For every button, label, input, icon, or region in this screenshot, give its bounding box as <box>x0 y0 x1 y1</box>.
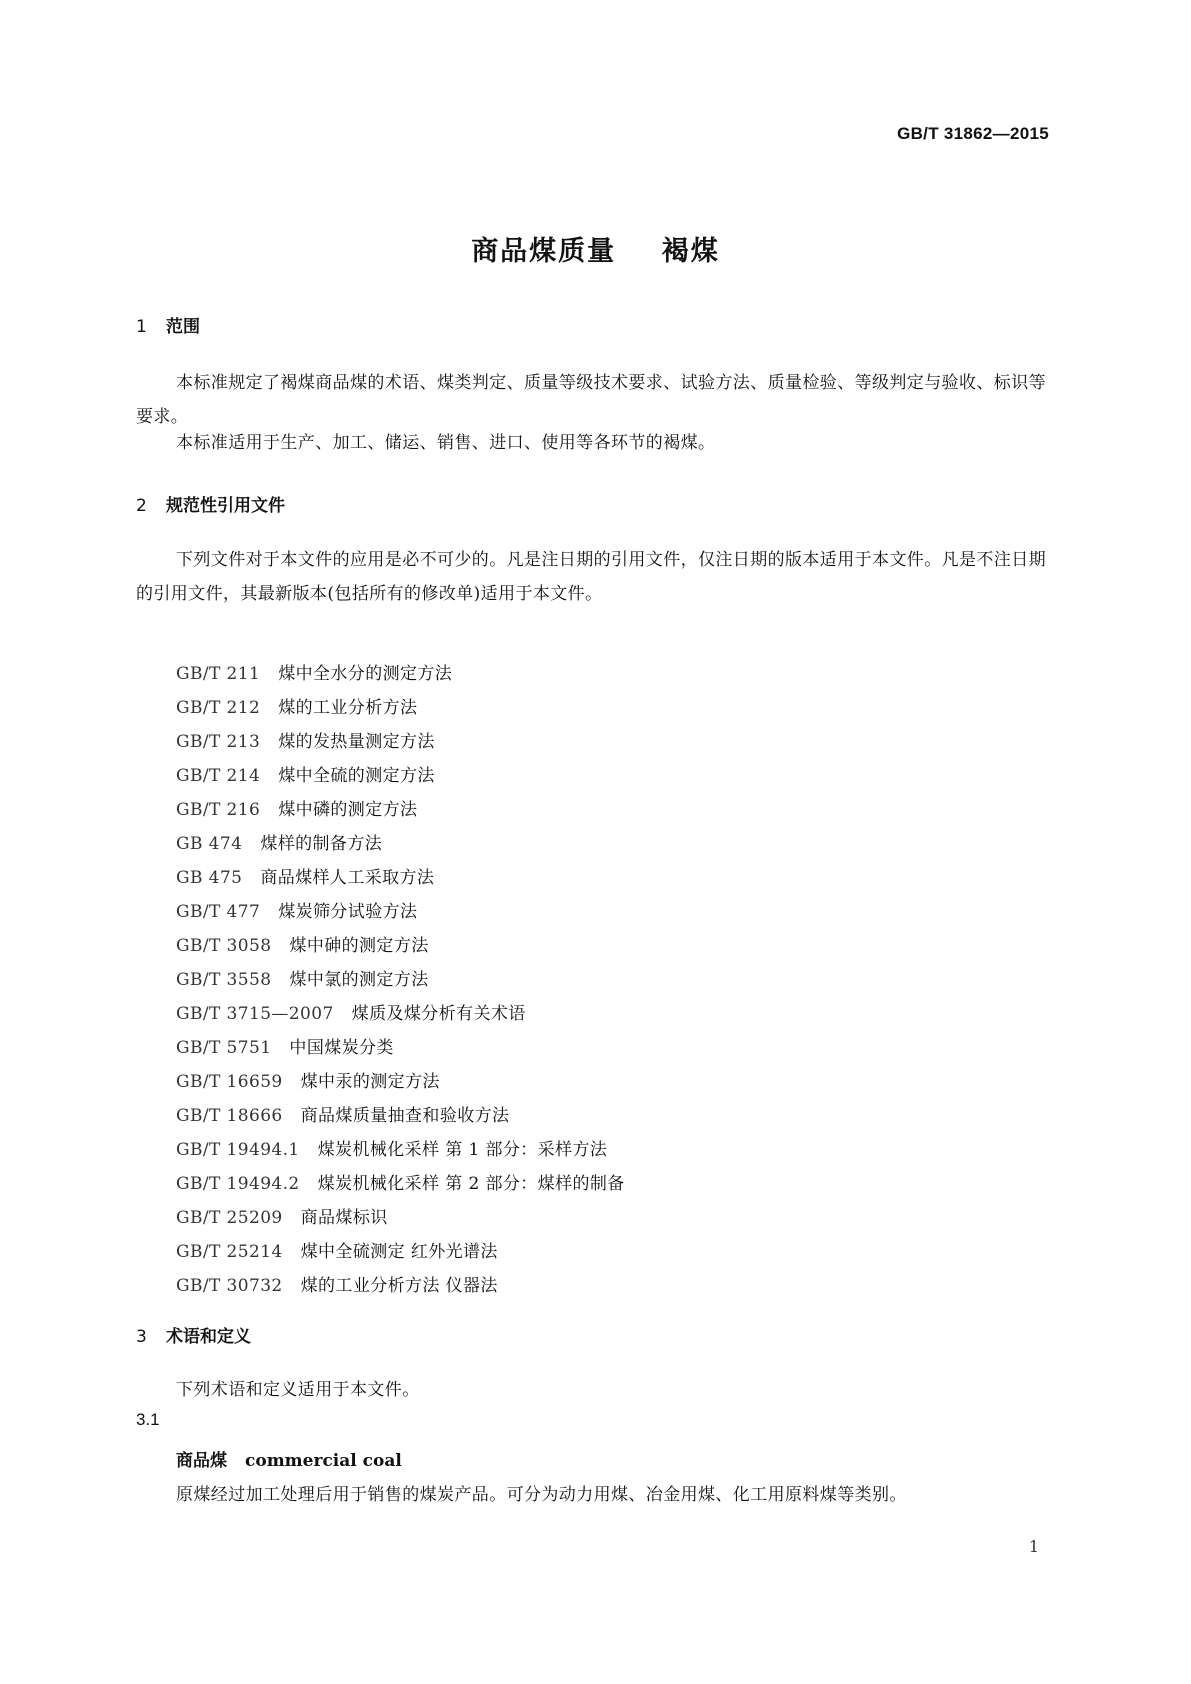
reference-code: GB/T 477 <box>176 902 261 922</box>
term-english: commercial coal <box>245 1451 402 1471</box>
reference-code: GB/T 18666 <box>176 1106 283 1126</box>
section-number: 2 <box>136 496 147 516</box>
reference-title: 煤质及煤分析有关术语 <box>351 1004 526 1024</box>
reference-code: GB/T 5751 <box>176 1038 272 1058</box>
reference-item <box>176 657 625 691</box>
reference-title: 商品煤样人工采取方法 <box>260 868 435 888</box>
section-title: 范围 <box>166 317 200 337</box>
term-chinese: 商品煤 <box>176 1451 227 1471</box>
document-title: 商品煤质量 褐煤 <box>471 236 720 267</box>
scope-paragraph-2: 本标准适用于生产、加工、储运、销售、进口、使用等各环节的褐煤。 <box>176 433 716 453</box>
reference-item <box>176 1167 625 1201</box>
reference-title: 煤中汞的测定方法 <box>300 1072 440 1092</box>
reference-title: 煤样的制备方法 <box>260 834 383 854</box>
reference-title: 煤的工业分析方法 <box>278 698 418 718</box>
reference-title: 煤中砷的测定方法 <box>289 936 429 956</box>
reference-item <box>176 963 625 997</box>
scope-paragraph-1: 本标准规定了褐煤商品煤的术语、煤类判定、质量等级技术要求、试验方法、质量检验、等级判定与验收、标识等要求。 <box>136 373 1046 427</box>
reference-code: GB 475 <box>176 868 243 888</box>
reference-item <box>176 895 625 929</box>
reference-code: GB/T 214 <box>176 766 261 786</box>
reference-title: 煤的工业分析方法 仪器法 <box>300 1276 498 1296</box>
reference-code: GB/T 19494.1 <box>176 1140 300 1160</box>
reference-title: 煤的发热量测定方法 <box>278 732 435 752</box>
section-title: 规范性引用文件 <box>166 496 285 516</box>
reference-title: 商品煤质量抽查和验收方法 <box>300 1106 510 1126</box>
reference-title: 煤炭机械化采样 第 1 部分：采样方法 <box>317 1140 608 1160</box>
reference-item <box>176 861 625 895</box>
reference-code: GB/T 25214 <box>176 1242 283 1262</box>
reference-code: GB/T 216 <box>176 800 261 820</box>
reference-title: 煤中氯的测定方法 <box>289 970 429 990</box>
reference-code: GB/T 25209 <box>176 1208 283 1228</box>
page-number: 1 <box>1028 1537 1039 1556</box>
reference-title: 煤中全水分的测定方法 <box>278 664 453 684</box>
reference-item <box>176 1133 625 1167</box>
term-number: 3.1 <box>136 1410 160 1429</box>
section-heading-normative-references <box>136 491 285 516</box>
reference-item <box>176 1099 625 1133</box>
reference-title: 煤中全硫测定 红外光谱法 <box>300 1242 498 1262</box>
section-heading-terms-and-definitions <box>136 1322 251 1347</box>
section-number: 3 <box>136 1327 147 1347</box>
reference-title: 煤炭筛分试验方法 <box>278 902 418 922</box>
term-heading <box>176 1446 402 1471</box>
reference-item <box>176 929 625 963</box>
reference-code: GB/T 16659 <box>176 1072 283 1092</box>
reference-code: GB/T 30732 <box>176 1276 283 1296</box>
section-heading-scope <box>136 312 200 337</box>
reference-code: GB 474 <box>176 834 243 854</box>
reference-code: GB/T 213 <box>176 732 261 752</box>
section-title: 术语和定义 <box>166 1327 251 1347</box>
reference-title: 煤炭机械化采样 第 2 部分：煤样的制备 <box>317 1174 625 1194</box>
reference-item <box>176 725 625 759</box>
reference-item <box>176 1201 625 1235</box>
reference-item <box>176 827 625 861</box>
term-definition: 原煤经过加工处理后用于销售的煤炭产品。可分为动力用煤、冶金用煤、化工用原料煤等类别。 <box>176 1485 907 1505</box>
reference-code: GB/T 3058 <box>176 936 272 956</box>
reference-item <box>176 997 625 1031</box>
section-number: 1 <box>136 317 147 337</box>
terms-intro: 下列术语和定义适用于本文件。 <box>176 1380 420 1400</box>
reference-code: GB/T 3558 <box>176 970 272 990</box>
reference-item <box>176 1065 625 1099</box>
reference-item <box>176 1269 625 1303</box>
references-intro: 下列文件对于本文件的应用是必不可少的。凡是注日期的引用文件，仅注日期的版本适用于本文件。凡是不注日期的引用文件，其最新版本(包括所有的修改单)适用于本文件。 <box>136 550 1046 604</box>
reference-item <box>176 1031 625 1065</box>
reference-code: GB/T 19494.2 <box>176 1174 300 1194</box>
reference-item <box>176 759 625 793</box>
reference-item <box>176 793 625 827</box>
reference-item <box>176 1235 625 1269</box>
reference-title: 煤中全硫的测定方法 <box>278 766 435 786</box>
reference-code: GB/T 212 <box>176 698 261 718</box>
reference-item <box>176 691 625 725</box>
reference-code: GB/T 3715—2007 <box>176 1004 334 1024</box>
reference-title: 商品煤标识 <box>300 1208 388 1228</box>
reference-list <box>176 657 625 1303</box>
reference-code: GB/T 211 <box>176 664 261 684</box>
reference-title: 中国煤炭分类 <box>289 1038 394 1058</box>
standard-code: GB/T 31862—2015 <box>897 124 1049 143</box>
reference-title: 煤中磷的测定方法 <box>278 800 418 820</box>
